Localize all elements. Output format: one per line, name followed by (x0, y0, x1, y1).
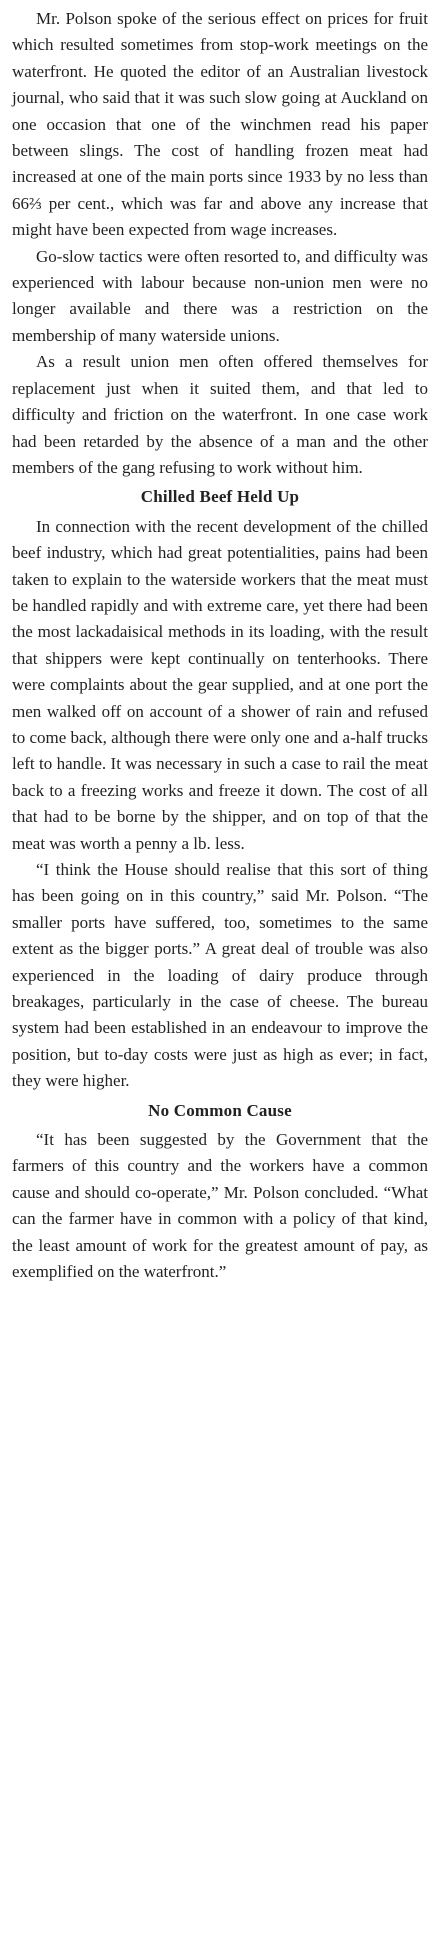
article-paragraph: “I think the House should realise that this sort of thing has been going on in this country,” said Mr. Polson. “The smaller ports have suffered, too, sometimes to the same extent as the bigger ports.” A great deal of trouble was also experienced in the loading of dairy produce through breakages, particularly in the case of cheese. The bureau system had been established in an endeavour to improve the position, but to-day costs were just as high as ever; in fact, they were higher. (12, 860, 428, 1091)
article-paragraph: Mr. Polson spoke of the serious effect on prices for fruit which resulted sometimes from stop-work meetings on the waterfront. He quoted the editor of an Australian livestock journal, who said that it was such slow going at Auckland on one occasion that one of the winchmen read his paper between slings. The cost of handling frozen meat had increased at one of the main ports since 1933 by no less than 66⅔ per cent., which was far and above any increase that might have been expected from wage increases. (12, 9, 428, 240)
article-paragraph: As a result union men often offered themselves for replacement just when it suited them, and that led to difficulty and friction on the waterfront. In one case work had been retarded by the absence of a man and the other members of the gang refusing to work without him. (12, 352, 428, 477)
section-heading: Chilled Beef Held Up (140, 487, 300, 507)
article-paragraph: Go-slow tactics were often resorted to, and difficulty was experienced with labour because non-union men were no longer available and there was a restriction on the membership of many waterside unions. (12, 246, 428, 345)
article-column (12, 6, 428, 1286)
article-paragraph: In connection with the recent development of the chilled beef industry, which had great potentialities, pains had been taken to explain to the waterside workers that the meat must be handled rapidly and with extreme care, yet there had been the most lackadaisical methods in its loading, with the result that shippers were kept continually on tenterhooks. There were complaints about the gear supplied, and at one port the men walked off on account of a shower of rain and refused to come back, although there were only one and a-half trucks left to handle. It was necessary in such a case to rail the meat back to a freezing works and freeze it down. The cost of all that had to be borne by the shipper, and on top of that the meat was worth a penny a lb. less. (12, 516, 428, 853)
section-heading: No Common Cause (148, 1100, 292, 1120)
article-paragraph: “It has been suggested by the Government that the farmers of this country and the workers have a common cause and should co-operate,” Mr. Polson concluded. “What can the farmer have in common with a policy of that kind, the least amount of work for the greatest amount of pay, as exemplified on the waterfront.” (12, 1130, 428, 1282)
